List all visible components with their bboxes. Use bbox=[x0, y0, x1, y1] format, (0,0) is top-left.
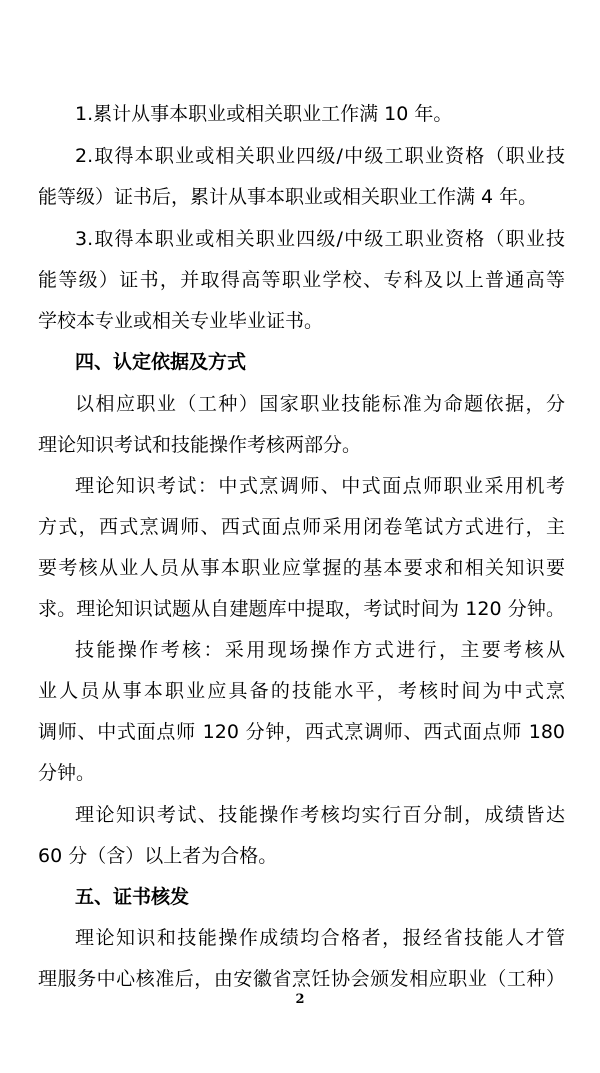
page-number: 2 bbox=[295, 992, 305, 1007]
text-line: 业人员从事本职业应具备的技能水平，考核时间为中式烹 bbox=[38, 680, 565, 702]
text-line: 1.累计从事本职业或相关职业工作满 10 年。 bbox=[75, 103, 453, 125]
text-line: 理服务中心核准后，由安徽省烹饪协会颁发相应职业（工种） bbox=[38, 968, 565, 990]
text-line: 方式，西式烹调师、西式面点师采用闭卷笔试方式进行，主 bbox=[38, 516, 565, 538]
text-line: 60 分（含）以上者为合格。 bbox=[38, 845, 278, 867]
section-heading: 四、认定依据及方式 bbox=[75, 351, 247, 373]
text-line: 3.取得本职业或相关职业四级/中级工职业资格（职业技 bbox=[75, 228, 565, 250]
text-line: 要考核从业人员从事本职业应掌握的基本要求和相关知识要 bbox=[38, 557, 565, 579]
text-line: 求。理论知识试题从自建题库中提取，考试时间为 120 分钟。 bbox=[38, 598, 565, 620]
text-line: 理论知识考试、技能操作考核均实行百分制，成绩皆达 bbox=[75, 804, 565, 826]
text-line: 以相应职业（工种）国家职业技能标准为命题依据，分 bbox=[75, 393, 565, 415]
text-line: 能等级）证书，并取得高等职业学校、专科及以上普通高等 bbox=[38, 269, 565, 291]
text-line: 分钟。 bbox=[38, 762, 96, 784]
text-line: 能等级）证书后，累计从事本职业或相关职业工作满 4 年。 bbox=[38, 186, 538, 208]
text-line: 理论知识和技能操作成绩均合格者，报经省技能人才管 bbox=[75, 927, 565, 949]
text-line: 理论知识考试和技能操作考核两部分。 bbox=[38, 434, 362, 456]
text-line: 理论知识考试：中式烹调师、中式面点师职业采用机考 bbox=[75, 475, 565, 497]
text-line: 调师、中式面点师 120 分钟，西式烹调师、西式面点师 180 bbox=[38, 721, 565, 743]
text-line: 学校本专业或相关专业毕业证书。 bbox=[38, 310, 324, 332]
section-heading: 五、证书核发 bbox=[75, 886, 190, 908]
text-line: 技能操作考核：采用现场操作方式进行，主要考核从 bbox=[75, 639, 565, 661]
text-line: 2.取得本职业或相关职业四级/中级工职业资格（职业技 bbox=[75, 145, 565, 167]
